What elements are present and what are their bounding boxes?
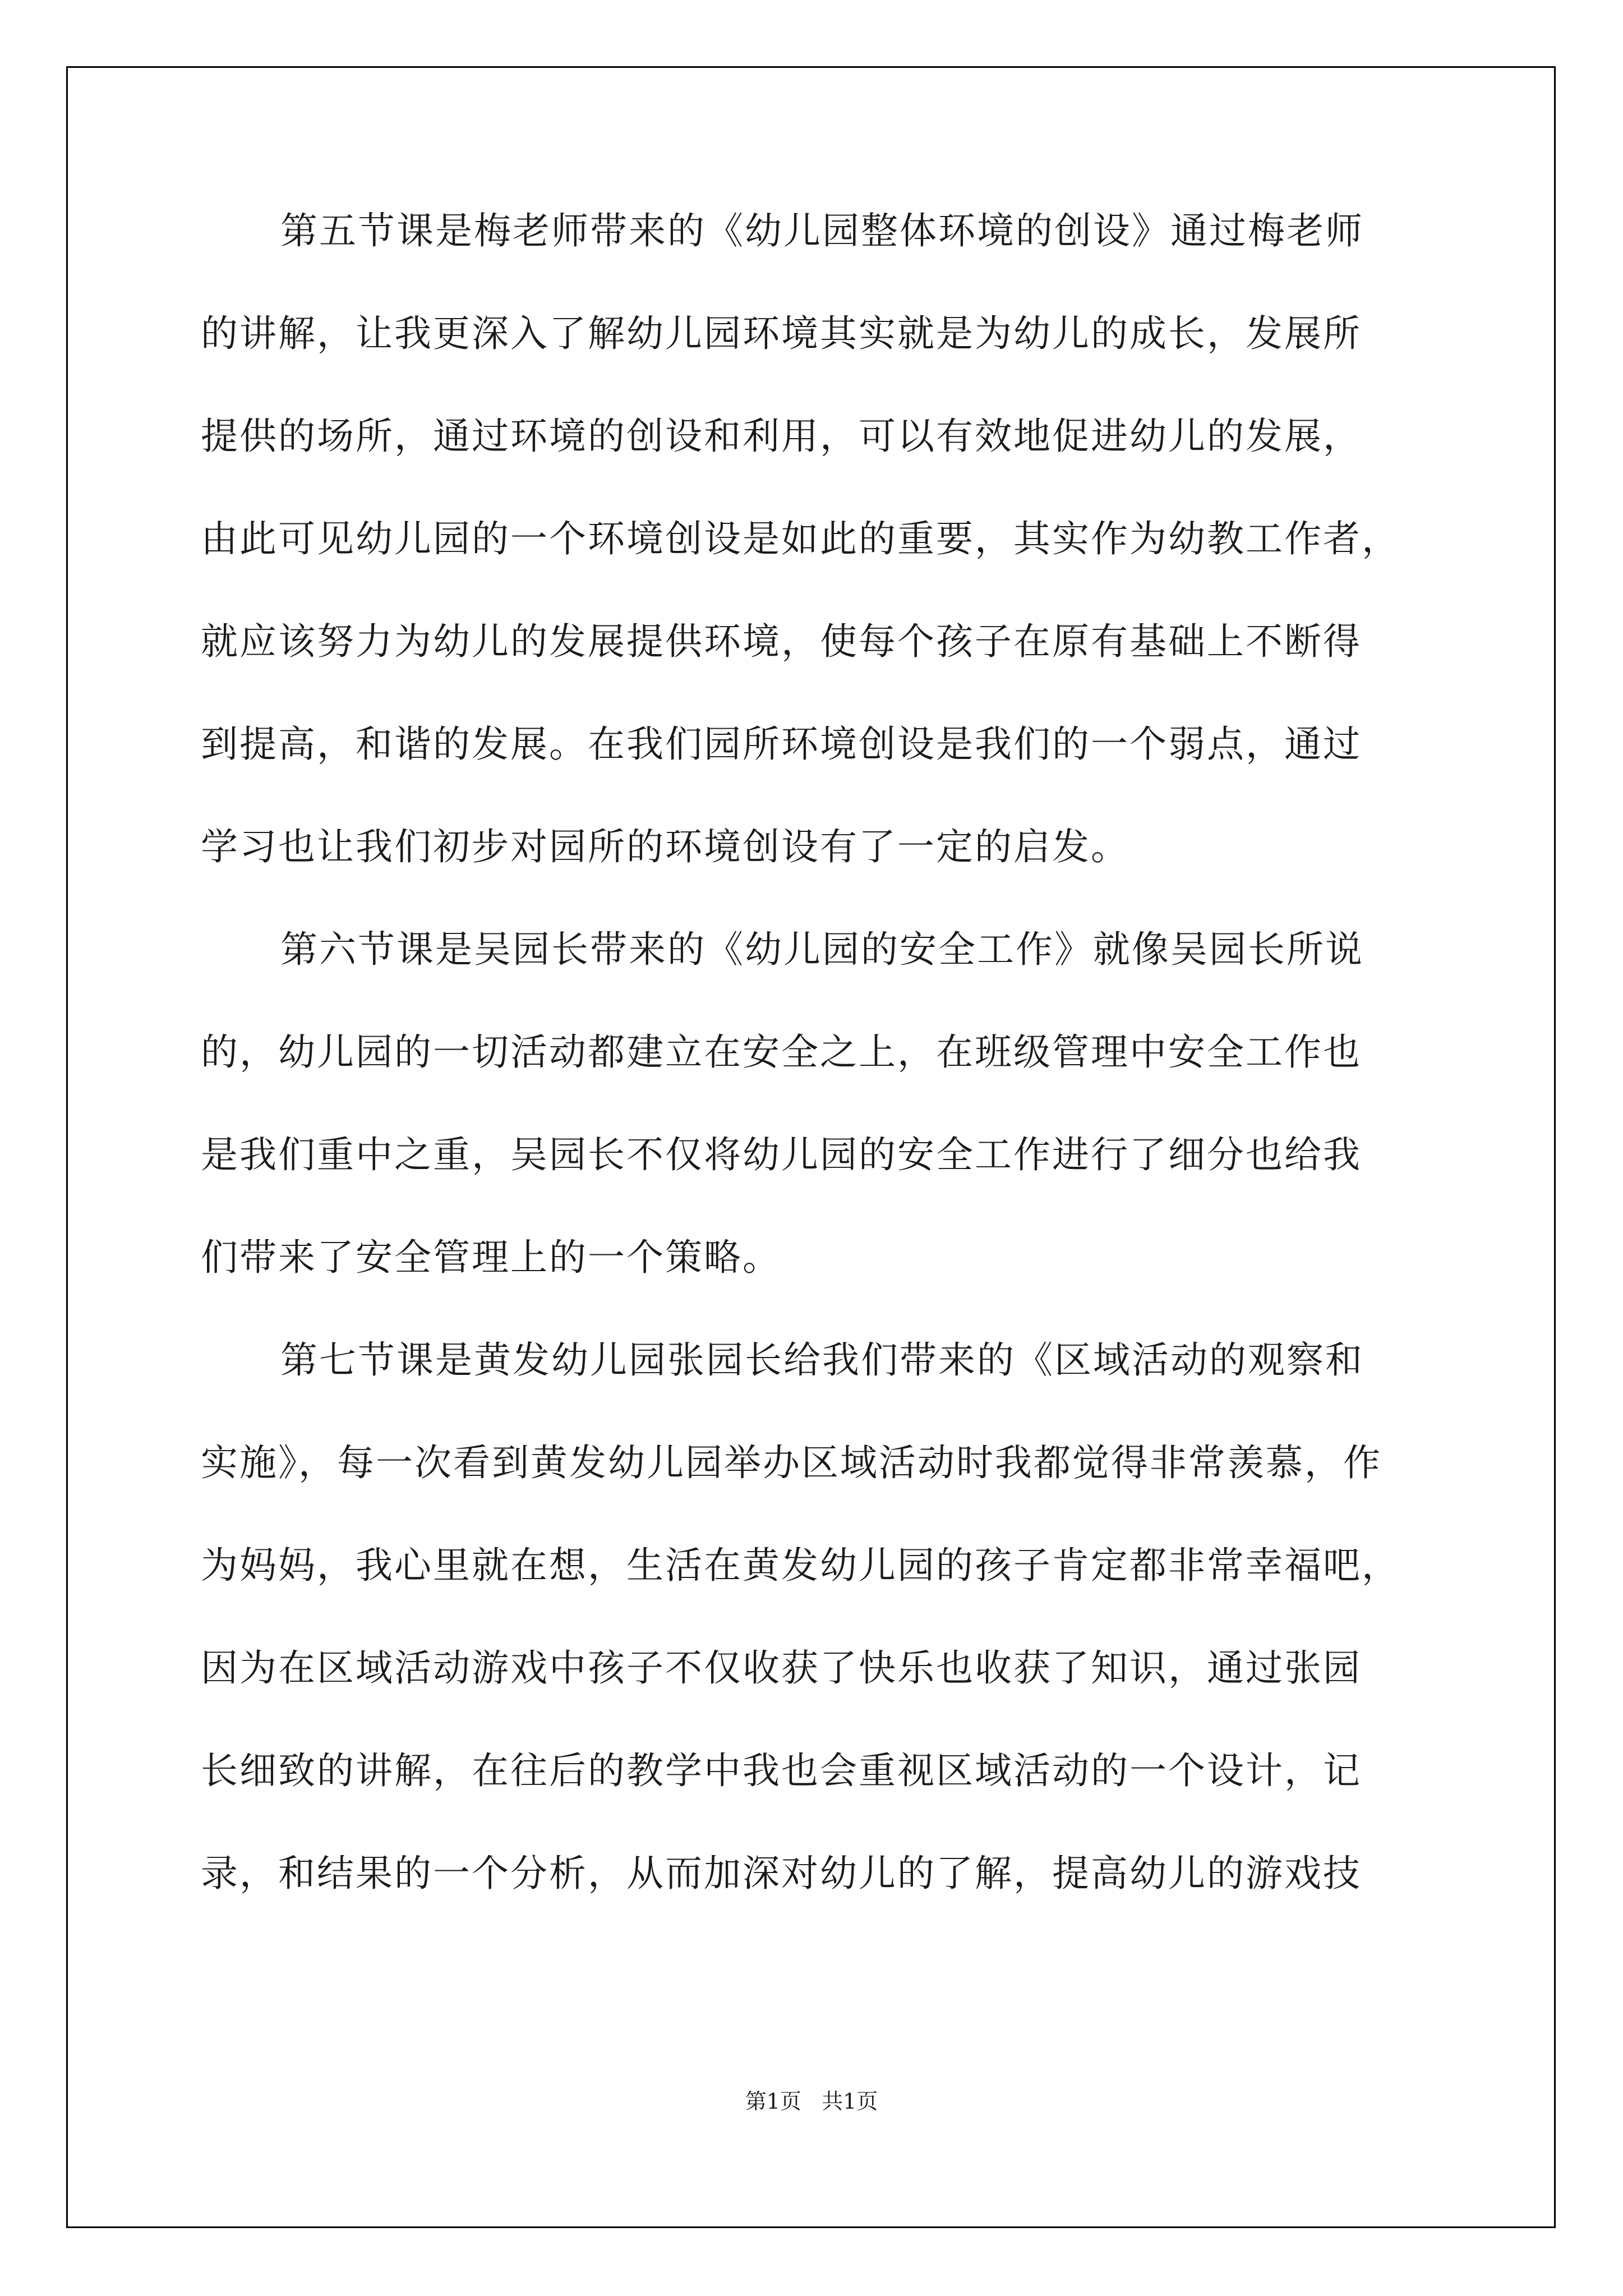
page-footer: 第1页 共1页	[745, 2089, 878, 2114]
paragraph-1-line-5: 就应该努力为幼儿的发展提供环境，使每个孩子在原有基础上不断得	[201, 620, 1362, 663]
paragraph-2-line-2: 的，幼儿园的一切活动都建立在安全之上，在班级管理中安全工作也	[201, 1030, 1362, 1074]
paragraph-3-line-5: 长细致的讲解，在往后的教学中我也会重视区域活动的一个设计，记	[201, 1749, 1362, 1792]
paragraph-1-line-6: 到提高，和谐的发展。在我们园所环境创设是我们的一个弱点，通过	[201, 723, 1362, 766]
paragraph-1-line-1: 第五节课是梅老师带来的《幼儿园整体环境的创设》通过梅老师	[280, 209, 1364, 252]
paragraph-2-line-4: 们带来了安全管理上的一个策略。	[201, 1236, 781, 1279]
paragraph-3-line-4: 因为在区域活动游戏中孩子不仅收获了快乐也收获了知识，通过张园	[201, 1646, 1362, 1690]
paragraph-1-line-2: 的讲解，让我更深入了解幼儿园环境其实就是为幼儿的成长，发展所	[201, 312, 1362, 355]
paragraph-2-line-1: 第六节课是吴园长带来的《幼儿园的安全工作》就像吴园长所说	[280, 928, 1364, 971]
paragraph-3-line-3: 为妈妈，我心里就在想，生活在黄发幼儿园的孩子肯定都非常幸福吧，	[201, 1544, 1400, 1587]
paragraph-1-line-3: 提供的场所，通过环境的创设和利用，可以有效地促进幼儿的发展，	[201, 415, 1362, 458]
paragraph-1-line-7: 学习也让我们初步对园所的环境创设有了一定的启发。	[201, 825, 1129, 868]
paragraph-3-line-6: 录，和结果的一个分析，从而加深对幼儿的了解，提高幼儿的游戏技	[201, 1852, 1362, 1895]
paragraph-1-line-4: 由此可见幼儿园的一个环境创设是如此的重要，其实作为幼教工作者，	[201, 517, 1400, 560]
paragraph-2-line-3: 是我们重中之重，吴园长不仅将幼儿园的安全工作进行了细分也给我	[201, 1133, 1362, 1176]
paragraph-3-line-2: 实施》，每一次看到黄发幼儿园举办区域活动时我都觉得非常羡慕，作	[201, 1441, 1382, 1484]
paragraph-3-line-1: 第七节课是黄发幼儿园张园长给我们带来的《区域活动的观察和	[280, 1338, 1364, 1382]
